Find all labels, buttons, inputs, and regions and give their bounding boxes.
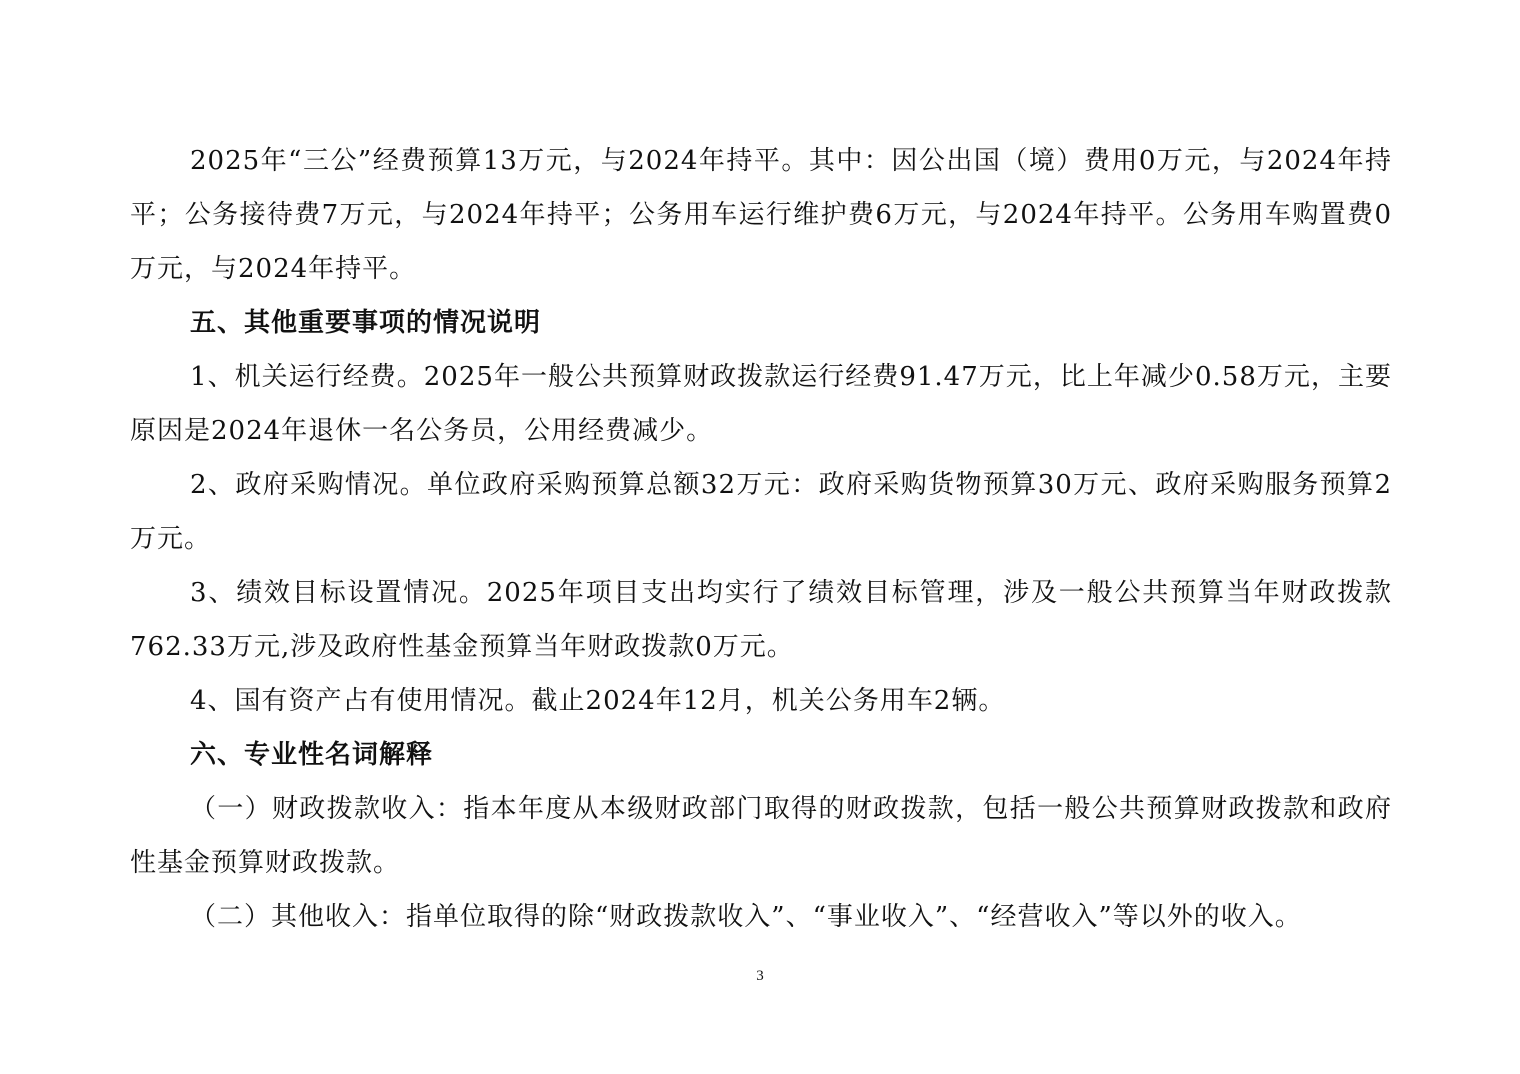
paragraph-three-public-funds: 2025年“三公”经费预算13万元，与2024年持平。其中：因公出国（境）费用0万元，与2024年持平；公务接待费7万元，与2024年持平；公务用车运行维护费6万元，与2024年持平。公务用车购置费0万元，与2024年持平。 [130,146,1392,284]
paragraph-government-procurement: 2、政府采购情况。单位政府采购预算总额32万元：政府采购货物预算30万元、政府采购服务预算2万元。 [130,470,1392,554]
paragraph-fiscal-appropriation-income: （一）财政拨款收入：指本年度从本级财政部门取得的财政拨款，包括一般公共预算财政拨款和政府性基金预算财政拨款。 [130,794,1392,878]
paragraph-state-assets: 4、国有资产占有使用情况。截止2024年12月，机关公务用车2辆。 [190,686,1006,716]
paragraph-operating-expenses: 1、机关运行经费。2025年一般公共预算财政拨款运行经费91.47万元，比上年减少0.58万元，主要原因是2024年退休一名公务员，公用经费减少。 [130,362,1392,446]
document-body [130,134,1392,944]
paragraph-performance-targets: 3、绩效目标设置情况。2025年项目支出均实行了绩效目标管理，涉及一般公共预算当年财政拨款762.33万元,涉及政府性基金预算当年财政拨款0万元。 [130,578,1392,662]
paragraph-other-income: （二）其他收入：指单位取得的除“财政拨款收入”、“事业收入”、“经营收入”等以外的收入。 [190,902,1302,932]
page-number: 3 [756,968,764,984]
section-heading-terminology: 六、专业性名词解释 [190,740,434,770]
section-heading-other-matters: 五、其他重要事项的情况说明 [190,308,542,338]
